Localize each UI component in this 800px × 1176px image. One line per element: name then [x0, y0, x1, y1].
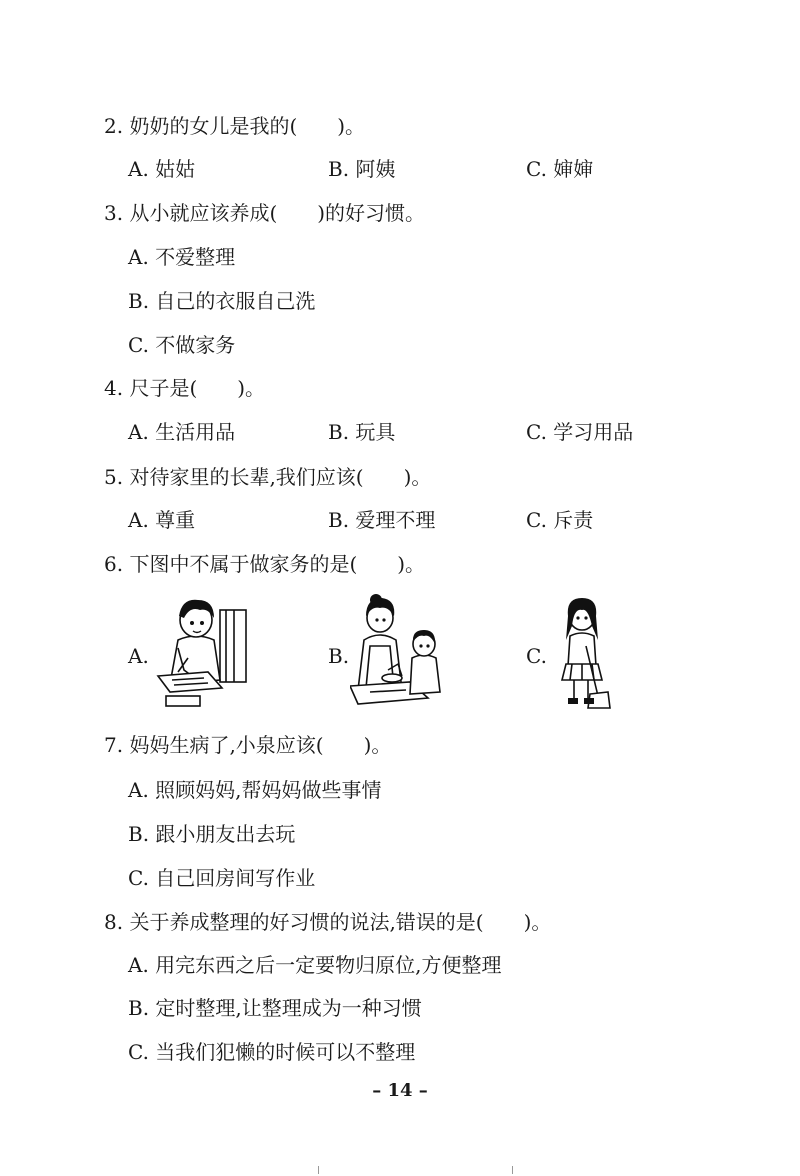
question-6-option-b[interactable]: B. — [328, 644, 350, 668]
question-8-option-b[interactable]: B. 定时整理,让整理成为一种习惯 — [128, 996, 422, 1020]
question-4-stem: 4. 尺子是( )。 — [104, 376, 266, 400]
question-3-option-a[interactable]: A. 不爱整理 — [128, 245, 236, 269]
boy-writing-homework-illustration — [148, 592, 250, 712]
question-8-option-c[interactable]: C. 当我们犯懒的时候可以不整理 — [128, 1040, 416, 1064]
question-6-option-a[interactable]: A. — [128, 644, 149, 668]
mother-child-cooking-illustration — [350, 594, 446, 710]
question-8-stem: 8. 关于养成整理的好习惯的说法,错误的是( )。 — [104, 910, 552, 934]
question-5-option-b[interactable]: B. 爱理不理 — [328, 508, 436, 532]
question-7-option-c[interactable]: C. 自己回房间写作业 — [128, 866, 316, 890]
question-3-option-c[interactable]: C. 不做家务 — [128, 333, 236, 357]
question-6-option-c[interactable]: C. — [526, 644, 547, 668]
question-5-option-a[interactable]: A. 尊重 — [128, 508, 196, 532]
question-3-option-b[interactable]: B. 自己的衣服自己洗 — [128, 289, 316, 313]
girl-sweeping-illustration — [552, 596, 618, 712]
page-number: – 14 – — [372, 1080, 428, 1101]
question-5-stem: 5. 对待家里的长辈,我们应该( )。 — [104, 465, 432, 489]
question-7-stem: 7. 妈妈生病了,小泉应该( )。 — [104, 733, 392, 757]
question-4-option-a[interactable]: A. 生活用品 — [128, 420, 236, 444]
question-3-stem: 3. 从小就应该养成( )的好习惯。 — [104, 201, 426, 225]
question-6-stem: 6. 下图中不属于做家务的是( )。 — [104, 552, 426, 576]
question-8-option-a[interactable]: A. 用完东西之后一定要物归原位,方便整理 — [128, 953, 502, 977]
question-7-option-a[interactable]: A. 照顾妈妈,帮妈妈做些事情 — [128, 778, 382, 802]
question-2-option-a[interactable]: A. 姑姑 — [128, 157, 196, 181]
question-4-option-b[interactable]: B. 玩具 — [328, 420, 396, 444]
question-2-option-c[interactable]: C. 婶婶 — [526, 157, 594, 181]
question-7-option-b[interactable]: B. 跟小朋友出去玩 — [128, 822, 296, 846]
question-4-option-c[interactable]: C. 学习用品 — [526, 420, 634, 444]
question-5-option-c[interactable]: C. 斥责 — [526, 508, 594, 532]
crop-mark — [318, 1166, 319, 1174]
question-2-option-b[interactable]: B. 阿姨 — [328, 157, 396, 181]
question-2-stem: 2. 奶奶的女儿是我的( )。 — [104, 114, 366, 138]
crop-mark — [512, 1166, 513, 1174]
